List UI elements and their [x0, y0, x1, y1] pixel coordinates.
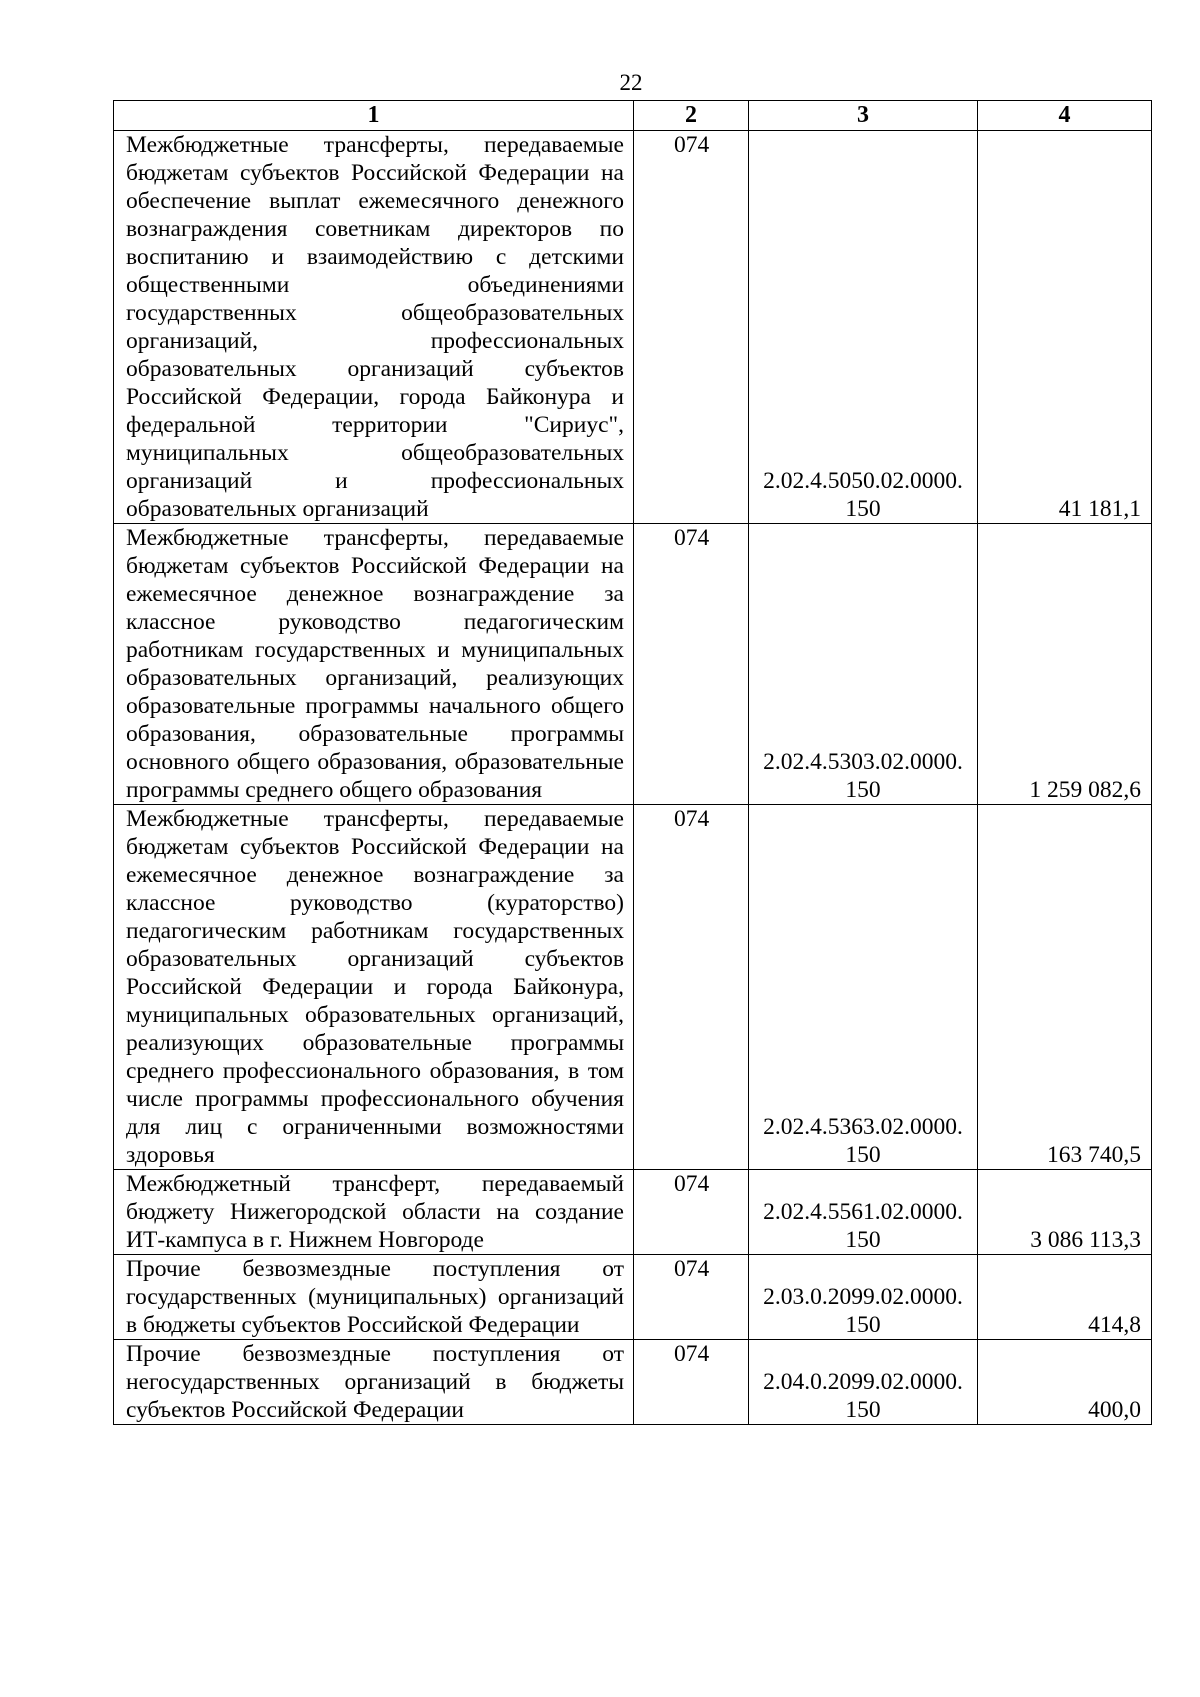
column-header-3: 3: [749, 101, 978, 131]
amount: 163 740,5: [978, 805, 1152, 1170]
row-description: Прочие безвозмездные поступления от государственных (муниципальных) организаций в бюджеты субъектов Российской Федерации: [114, 1255, 634, 1340]
row-description: Межбюджетный трансферт, передаваемый бюджету Нижегородской области на создание ИТ-кампуса в г. Нижнем Новгороде: [114, 1170, 634, 1255]
row-description: Межбюджетные трансферты, передаваемые бюджетам субъектов Российской Федерации на ежемесячное денежное вознаграждение за классное руководство (кураторство) педагогическим работникам государственных образовательных организаций субъектов Российской Федерации и города Байконура, муниципальных образовательных организаций, реализующих образовательные программы среднего профессионального образования, в том числе программы профессионального обучения для лиц с ограниченными возможностями здоровья: [114, 805, 634, 1170]
amount: 400,0: [978, 1340, 1152, 1425]
column-header-2: 2: [634, 101, 749, 131]
admin-code: 074: [634, 1170, 749, 1255]
table-row: [114, 524, 1152, 805]
row-description: Прочие безвозмездные поступления от негосударственных организаций в бюджеты субъектов Российской Федерации: [114, 1340, 634, 1425]
budget-classification-code: 2.04.0.2099.02.0000. 150: [749, 1340, 978, 1425]
admin-code: 074: [634, 524, 749, 805]
row-description: Межбюджетные трансферты, передаваемые бюджетам субъектов Российской Федерации на обеспечение выплат ежемесячного денежного вознаграждения советникам директоров по воспитанию и взаимодействию с детскими общественными объединениями государственных общеобразовательных организаций, профессиональных образовательных организаций субъектов Российской Федерации, города Байконура и федеральной территории "Сириус", муниципальных общеобразовательных организаций и профессиональных образовательных организаций: [114, 131, 634, 524]
column-header-1: 1: [114, 101, 634, 131]
budget-classification-code: 2.02.4.5050.02.0000. 150: [749, 131, 978, 524]
budget-classification-code: 2.02.4.5303.02.0000. 150: [749, 524, 978, 805]
revenue-table: [113, 100, 1152, 1425]
amount: 1 259 082,6: [978, 524, 1152, 805]
header-row: [114, 101, 1152, 131]
table-row: [114, 1170, 1152, 1255]
amount: 41 181,1: [978, 131, 1152, 524]
admin-code: 074: [634, 805, 749, 1170]
column-header-4: 4: [978, 101, 1152, 131]
table-row: [114, 131, 1152, 524]
admin-code: 074: [634, 1255, 749, 1340]
amount: 3 086 113,3: [978, 1170, 1152, 1255]
admin-code: 074: [634, 131, 749, 524]
budget-classification-code: 2.02.4.5561.02.0000. 150: [749, 1170, 978, 1255]
admin-code: 074: [634, 1340, 749, 1425]
table-row: [114, 1255, 1152, 1340]
budget-classification-code: 2.02.4.5363.02.0000. 150: [749, 805, 978, 1170]
row-description: Межбюджетные трансферты, передаваемые бюджетам субъектов Российской Федерации на ежемесячное денежное вознаграждение за классное руководство педагогическим работникам государственных и муниципальных образовательных организаций, реализующих образовательные программы начального общего образования, образовательные программы основного общего образования, образовательные программы среднего общего образования: [114, 524, 634, 805]
table-row: [114, 805, 1152, 1170]
amount: 414,8: [978, 1255, 1152, 1340]
table-row: [114, 1340, 1152, 1425]
budget-classification-code: 2.03.0.2099.02.0000. 150: [749, 1255, 978, 1340]
page-number: 22: [619, 70, 643, 95]
